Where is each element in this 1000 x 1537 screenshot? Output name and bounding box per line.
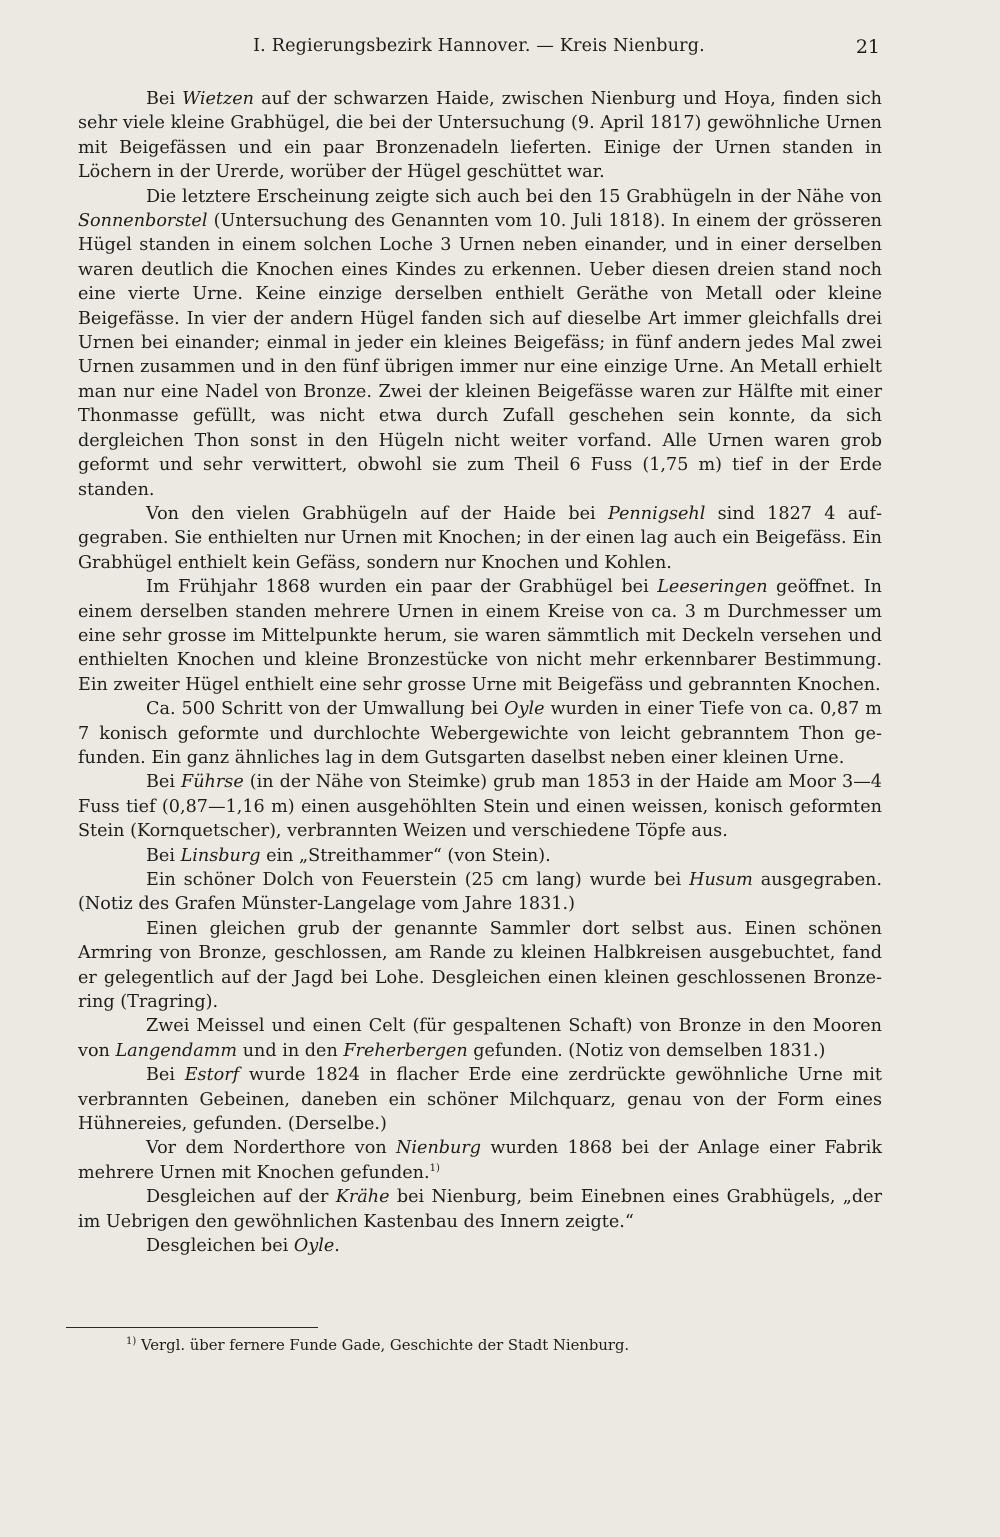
footnote-marker: 1) [126, 1336, 137, 1348]
place-name: Linsburg [180, 845, 261, 866]
paragraph [78, 844, 882, 868]
paragraph [78, 87, 882, 185]
page-number: 21 [855, 36, 880, 58]
text-run: ein „Streithammer“ (von Stein). [260, 845, 551, 866]
place-name: Nienburg [396, 1138, 482, 1159]
paragraph [78, 185, 882, 502]
text-run: sind 1827 4 aufgegraben. Sie enthielten nur Urnen mit Knochen; in der einen lag auch ein Beigefäss. Ein Grabhügel enthielt kein Gefäss, sondern nur Knochen und Kohlen. [78, 503, 882, 573]
footnote-divider [66, 1327, 318, 1328]
paragraph [78, 1234, 882, 1258]
place-name: Langendamm [115, 1040, 238, 1061]
text-run: Ein schöner Dolch von Feuerstein (25 cm lang) wurde bei [146, 870, 690, 890]
place-name: Führse [181, 772, 244, 793]
footnote-ref: 1) [429, 1163, 440, 1175]
paragraph [78, 697, 882, 770]
paragraph [78, 502, 882, 575]
place-name: Sonnenborstel [78, 211, 208, 232]
text-run: . [334, 1236, 340, 1257]
paragraph [78, 770, 882, 843]
place-name: Oyle [293, 1236, 335, 1257]
text-run: Bei [146, 772, 182, 793]
text-run: bei Nienburg, beim Einebnen eines Grabhügels, „der im Uebrigen den gewöhnlichen Kastenbau des Innern zeigte.“ [78, 1187, 882, 1232]
text-run: Bei [146, 1065, 185, 1086]
text-run: Bei [146, 845, 181, 866]
text-run: geöffnet. In einem derselben standen mehrere Urnen in einem Kreise von ca. 3 m Durchmesser um eine sehr grosse im Mittelpunkte herum, sie waren sämmtlich mit Deckeln versehen und enthielten Knochen und kleine Bronzestücke von nicht mehr erkennbarer Bestimmung. Ein zweiter Hügel enthielt eine sehr grosse Urne mit Beigefäss und gebrannten Knochen. [78, 577, 882, 695]
text-run: auf der schwarzen Haide, zwischen Nienburg und Hoya, finden sich sehr viele kleine Grabhügel, die bei der Untersuchung (9. April 1817) gewöhnliche Urnen mit Beigefässen und ein paar Bronzenadeln lieferten. Einige der Urnen standen in Löchern in der Urerde, worüber der Hügel geschüttet war. [78, 89, 883, 183]
text-run: gefunden. (Notiz von demselben 1831.) [467, 1040, 826, 1061]
text-run: (in der Nähe von Steimke) grub man 1853 in der Haide am Moor 3—4 Fuss tief (0,87—1,16 m) einen ausgehöhlten Stein und einen weissen, konisch geformten Stein (Kornquetscher), verbrannten Weizen und verschiedene Töpfe aus. [78, 772, 882, 842]
place-name: Oyle [504, 699, 545, 720]
page-header [78, 36, 880, 62]
text-run: ausgegraben. (Notiz des Grafen Münster-Langelage vom Jahre 1831.) [78, 870, 882, 915]
text-run: (Untersuchung des Genannten vom 10. Juli 1818). In einem der grösseren Hügel standen in einem solchen Loche 3 Urnen neben einander, und in einer derselben waren deutlich die Knochen eines Kindes zu erkennen. Ueber diesen dreien stand noch eine vierte Urne. Keine einzige derselben enthielt Geräthe von Metall oder kleine Beigefässe. In vier der andern Hügel fanden sich auf dieselbe Art immer gleichfalls drei Urnen bei einander; einmal in jeder ein kleines Beigefäss; in fünf andern jedes Mal zwei Urnen zusammen und in den fünf übrigen immer nur eine einzige Urne. An Metall erhielt man nur eine Nadel von Bronze. Zwei der kleinen Beigefässe waren zur Hälfte mit einer Thonmasse gefüllt, was nicht etwa durch Zufall geschehen sein konnte, da sich dergleichen Thon sonst in den Hügeln nicht weiter vorfand. Alle Urnen waren grob geformt und sehr verwittert, obwohl sie zum Theil 6 Fuss (1,75 m) tief in der Erde standen. [78, 211, 882, 500]
place-name: Husum [689, 870, 753, 890]
footnote-text: Vergl. über fernere Funde Gade, Geschichte der Stadt Nienburg. [136, 1337, 630, 1354]
place-name: Wietzen [182, 89, 254, 109]
text-run: und in den [237, 1040, 344, 1061]
place-name: Krähe [335, 1187, 390, 1208]
paragraph [78, 1014, 882, 1063]
text-run: wurden in einer Tiefe von ca. 0,87 m 7 konisch geformte und durchlochte Webergewichte von leicht gebranntem Thon gefunden. Ein ganz ähnliches lag in dem Gutsgarten daselbst neben einer kleinen Urne. [78, 699, 882, 768]
footnote [126, 1336, 886, 1356]
running-head: I. Regierungsbezirk Hannover. — Kreis Nienburg. [253, 36, 705, 56]
paragraph [78, 1063, 882, 1136]
text-run: Die letztere Erscheinung zeigte sich auch bei den 15 Grabhügeln in der Nähe von [146, 186, 882, 207]
paragraph [78, 1185, 882, 1234]
text-run: Im Frühjahr 1868 wurden ein paar der Grabhügel bei [146, 577, 658, 598]
paragraph [78, 917, 882, 1015]
text-run: Zwei Meissel und einen Celt (für gespaltenen Schaft) von Bronze in den Mooren von [78, 1016, 882, 1061]
text-run: Bei [146, 89, 183, 109]
place-name: Freherbergen [343, 1040, 468, 1061]
paragraph [78, 868, 882, 917]
place-name: Estorf [184, 1065, 240, 1086]
text-run: Desgleichen bei [146, 1236, 294, 1257]
text-run: wurde 1824 in flacher Erde eine zerdrückte gewöhnliche Urne mit verbrannten Gebeinen, daneben ein schöner Milchquarz, genau von der Form eines Hühnereies, gefunden. (Derselbe.) [78, 1065, 883, 1135]
text-run: Einen gleichen grub der genannte Sammler dort selbst aus. Einen schönen Armring von Bronze, geschlossen, am Rande zu kleinen Halbkreisen ausgebuchtet, fand er gelegentlich auf der Jagd bei Lohe. Desgleichen einen kleinen geschlossenen Bronzering (Tragring). [78, 918, 882, 1013]
text-run: Desgleichen auf der [146, 1187, 336, 1208]
place-name: Pennigsehl [607, 503, 706, 524]
paragraph [78, 1136, 882, 1185]
text-run: Vor dem Norderthore von [146, 1138, 397, 1159]
place-name: Leeseringen [657, 577, 768, 598]
text-run: Ca. 500 Schritt von der Umwallung bei [146, 699, 505, 720]
text-run: wurden 1868 bei der Anlage einer Fabrik mehrere Urnen mit Knochen gefunden. [78, 1138, 882, 1183]
body-text [78, 87, 882, 1259]
paragraph [78, 575, 882, 697]
text-run: Von den vielen Grabhügeln auf der Haide bei [146, 503, 608, 524]
